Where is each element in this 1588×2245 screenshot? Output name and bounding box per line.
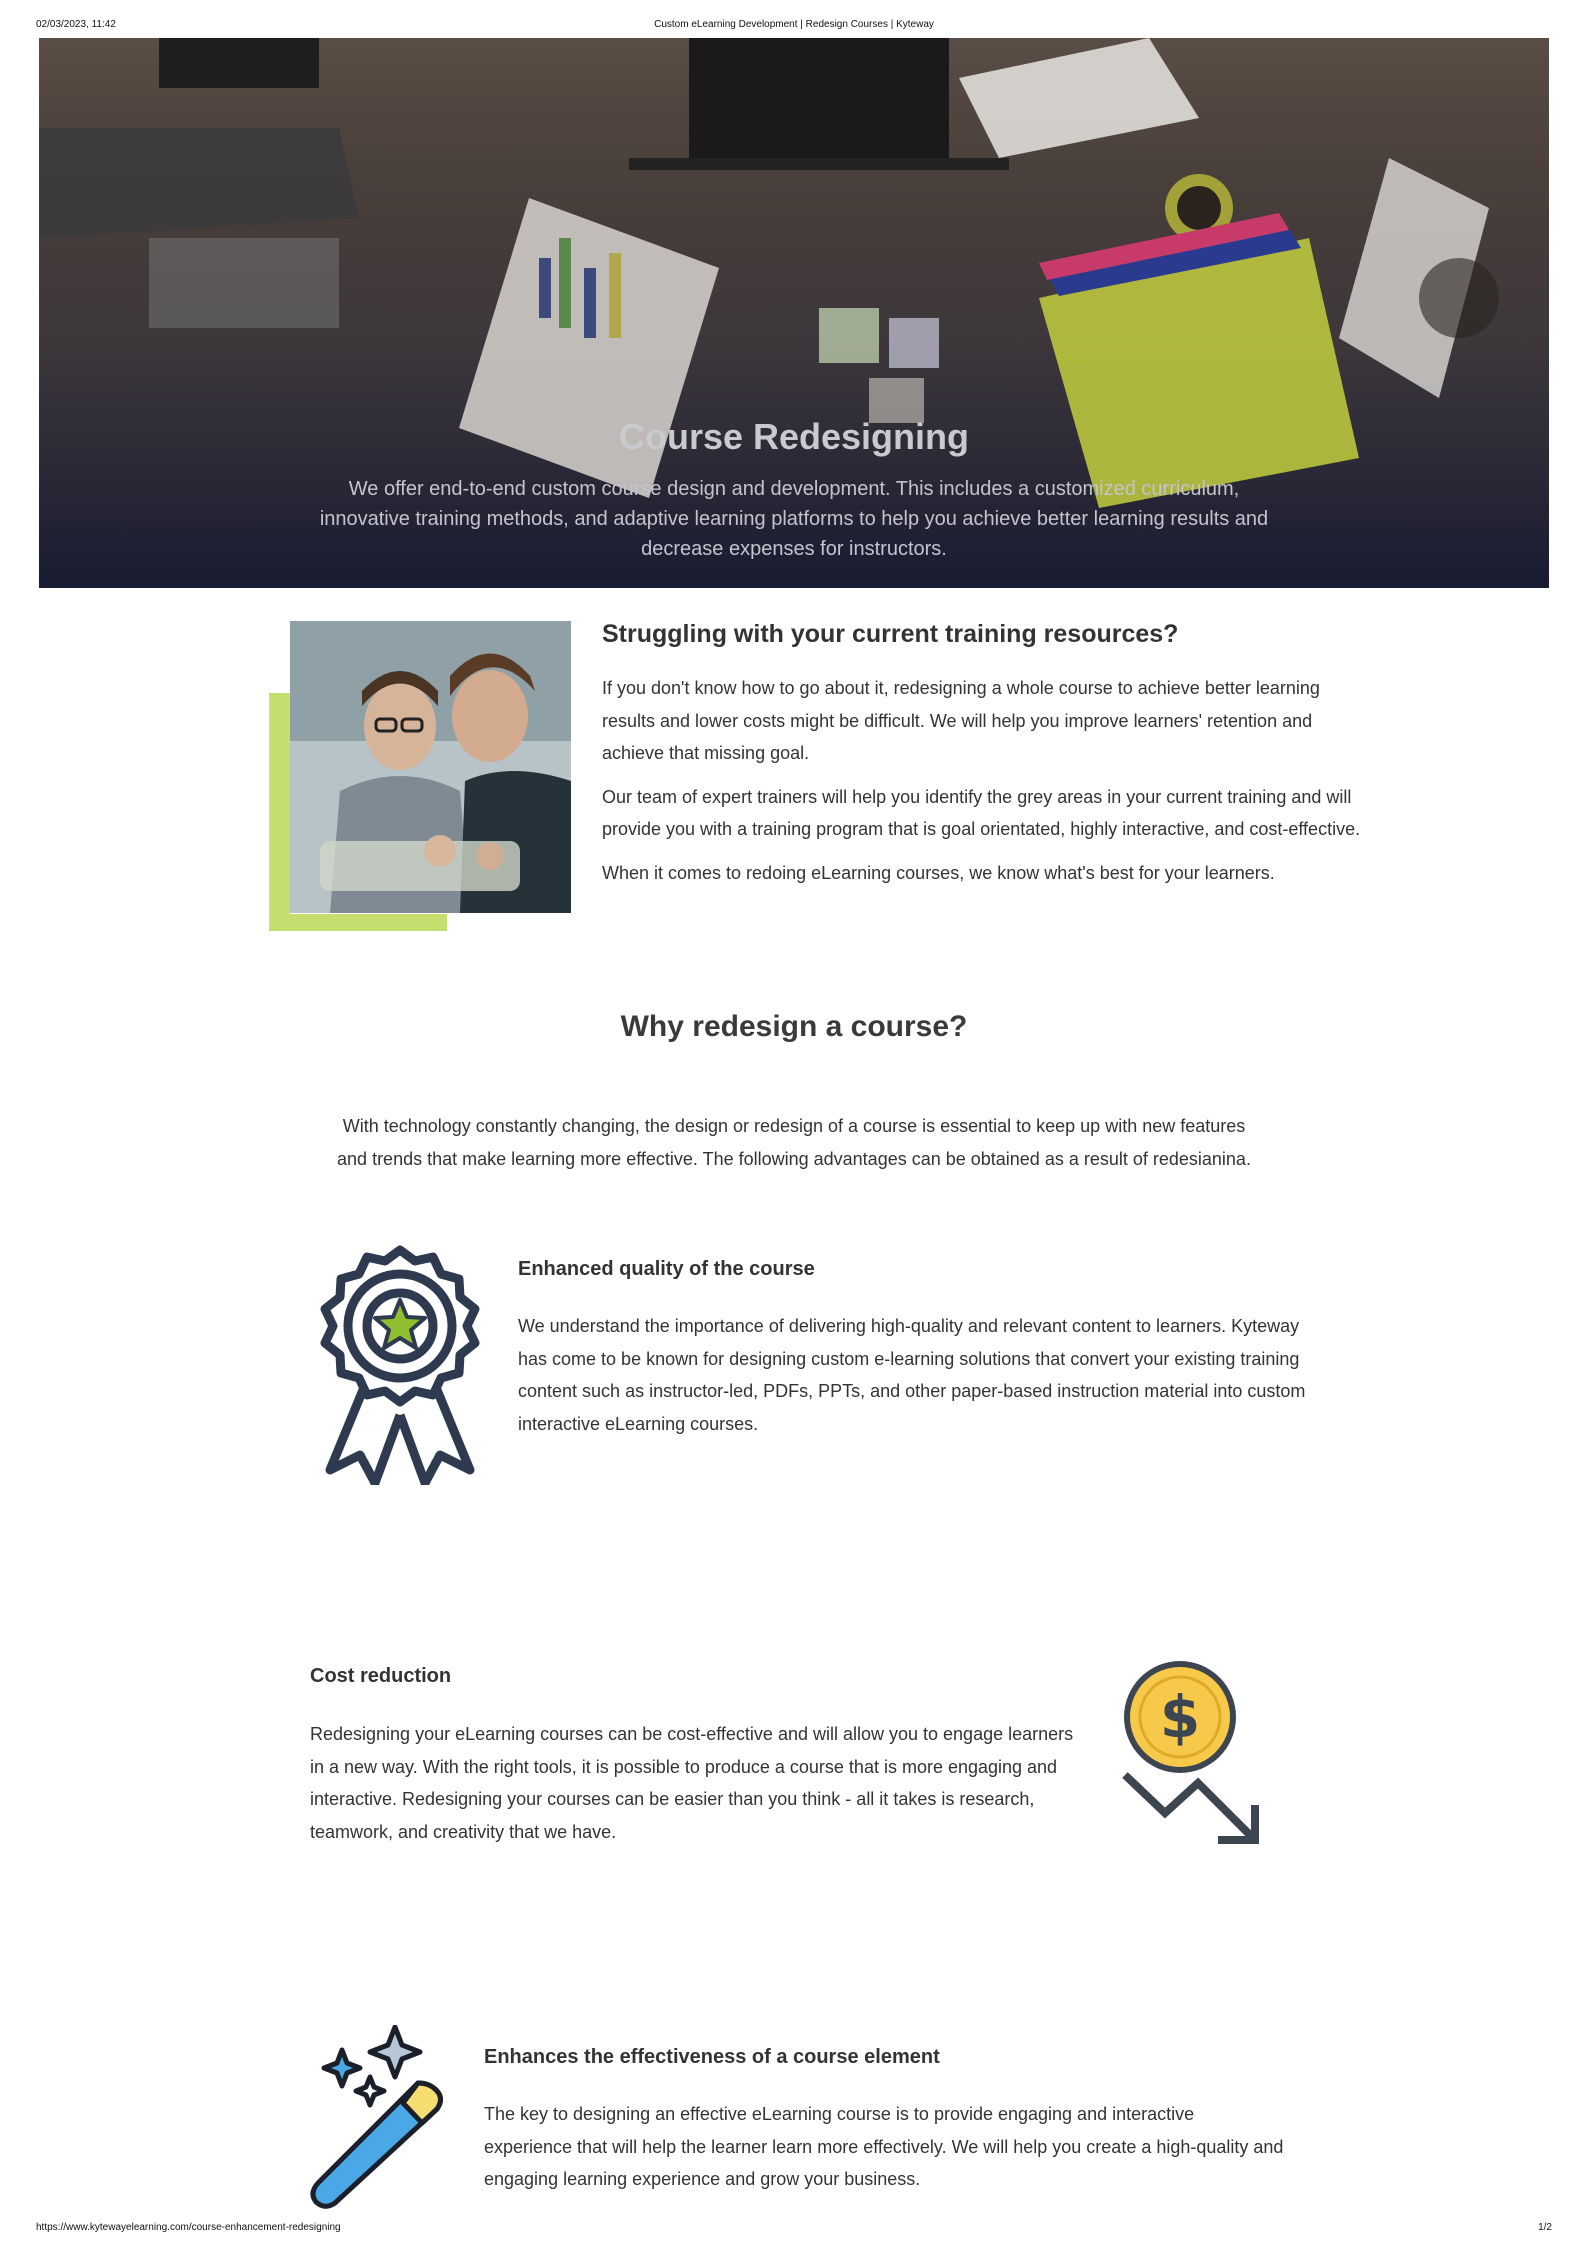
feature-text: We understand the importance of delivering high-quality and relevant content to learners. Kyteway has come to be known for designing custom e-learning solutions that convert your existing training content such as instructor-led, PDFs, PPTs, and other paper-based instruction material into custom interactive eLearning courses. [518, 1316, 1306, 1434]
print-url: https://www.kytewayelearning.com/course-enhancement-redesigning [36, 2222, 341, 2233]
intro-image-block [269, 621, 571, 931]
team-photo [290, 621, 571, 913]
intro-paragraph: When it comes to redoing eLearning courses, we know what's best for your learners. [602, 862, 1275, 883]
why-heading: Why redesign a course? [620, 1010, 968, 1043]
intro-paragraph: If you don't know how to go about it, redesigning a whole course to achieve better learning results and lower costs might be difficult. We will help you improve learners' retention and achieve that missing goal. [602, 678, 1320, 763]
accent-bar-horizontal [269, 914, 447, 931]
svg-text:$: $ [1159, 1683, 1201, 1751]
print-datetime: 02/03/2023, 11:42 [36, 19, 116, 30]
intro-paragraph: Our team of expert trainers will help you identify the grey areas in your current training and will provide you with a training program that is goal orientated, highly interactive, and cost-effective. [602, 786, 1361, 839]
feature-text: The key to designing an effective eLearning course is to provide engaging and interactive experience that will help the learner learn more effectively. We will help you create a high-quality and engaging learning experience and grow your business. [484, 2104, 1284, 2189]
hero-title: Course Redesigning [618, 416, 970, 457]
accent-bar-vertical [269, 693, 290, 931]
feature-title: Enhances the effectiveness of a course element [484, 2046, 940, 2068]
hero-description: We offer end-to-end custom course design and development. This includes a customized curriculum, innovative training methods, and adaptive learning platforms to help you achieve better learning results and decrease expenses for instructors. [319, 478, 1269, 560]
print-page-number: 1/2 [1538, 2222, 1552, 2233]
intro-body [602, 672, 1362, 900]
print-page-title: Custom eLearning Development | Redesign Courses | Kyteway [654, 19, 934, 30]
why-description: With technology constantly changing, the design or redesign of a course is essential to keep up with new features and trends that make learning more effective. The following advantages can be obtained as a result of redesianina. [337, 1116, 1251, 1169]
dollar-coin-down-arrow-icon [1120, 1655, 1270, 1850]
feature-text: Redesigning your eLearning courses can be cost-effective and will allow you to engage learners in a new way. With the right tools, it is possible to produce a course that is more engaging and interactive. Redesigning your courses can be easier than you think - all it takes is research, teamwork, and creativity that we have. [310, 1724, 1074, 1842]
feature-title: Cost reduction [310, 1665, 452, 1687]
hero-banner [39, 38, 1549, 588]
feature-title: Enhanced quality of the course [518, 1258, 815, 1280]
intro-heading: Struggling with your current training resources? [602, 620, 1179, 648]
magic-wand-icon [310, 2025, 460, 2210]
award-ribbon-icon [310, 1245, 490, 1485]
